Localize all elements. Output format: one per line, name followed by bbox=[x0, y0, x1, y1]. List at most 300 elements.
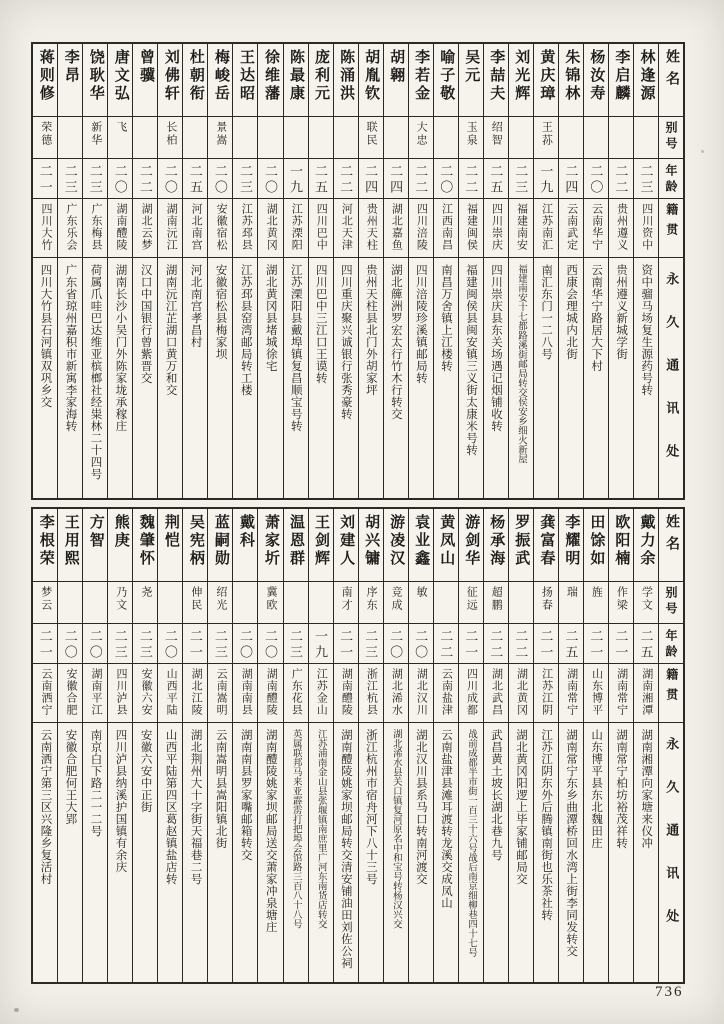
person-name-cell bbox=[233, 44, 257, 117]
person-age: 二一 bbox=[463, 629, 479, 661]
person-age: 二二 bbox=[613, 164, 629, 196]
person-alias-cell bbox=[258, 117, 282, 159]
person-address-cell bbox=[409, 258, 433, 498]
person-column bbox=[558, 44, 583, 498]
person-address-cell bbox=[58, 723, 82, 982]
person-native: 福建南安 bbox=[515, 203, 528, 251]
person-alias: 冀欧 bbox=[264, 586, 277, 612]
person-name: 萧家圻 bbox=[262, 514, 279, 568]
person-name-cell bbox=[309, 44, 333, 117]
person-address-cell bbox=[559, 723, 583, 982]
person-age: 二一 bbox=[613, 629, 629, 661]
person-native-cell bbox=[534, 664, 558, 723]
person-alias: 尧 bbox=[139, 586, 152, 599]
person-address: 四川大竹县石河镇双巩乡交 bbox=[39, 264, 52, 408]
person-address-cell bbox=[133, 258, 157, 498]
person-age: 二三 bbox=[288, 629, 304, 661]
person-age-cell bbox=[58, 159, 82, 199]
person-address-cell bbox=[233, 723, 257, 982]
person-address: 荷属爪哇巴达维亚槟榔社经粜林二十四号 bbox=[89, 264, 102, 480]
person-address: 湖北簰洲罗宏太行竹木行转交 bbox=[389, 264, 402, 420]
person-age: 二二 bbox=[488, 629, 504, 661]
person-age-cell bbox=[634, 624, 658, 664]
person-address: 云南盐津县滩耳渡转龙溪交成凤山 bbox=[439, 729, 452, 909]
person-alias: 长柏 bbox=[164, 121, 177, 147]
person-column bbox=[583, 44, 608, 498]
person-native-cell bbox=[58, 199, 82, 258]
person-name: 游凌汉 bbox=[388, 514, 405, 568]
person-column bbox=[633, 44, 658, 498]
person-alias-cell bbox=[309, 582, 333, 624]
person-name-cell bbox=[208, 509, 232, 582]
person-alias: 瑞 bbox=[565, 586, 578, 599]
person-age: 二二 bbox=[137, 164, 153, 196]
person-native: 山东博平 bbox=[590, 668, 603, 716]
person-column bbox=[433, 44, 458, 498]
person-native: 湖南常宁 bbox=[565, 668, 578, 716]
person-native-cell bbox=[284, 664, 308, 723]
person-alias-cell bbox=[58, 117, 82, 159]
person-native-cell bbox=[309, 664, 333, 723]
person-name-cell bbox=[609, 509, 633, 582]
person-address: 安徽宿松县梅家坝 bbox=[214, 264, 227, 360]
person-address-cell bbox=[284, 258, 308, 498]
person-alias: 王荪 bbox=[540, 121, 553, 147]
person-name-cell bbox=[384, 509, 408, 582]
person-name: 袁业鑫 bbox=[413, 514, 430, 568]
person-address-cell bbox=[609, 258, 633, 498]
person-address: 云南华宁路居大下村 bbox=[590, 264, 603, 372]
person-alias: 扬春 bbox=[540, 586, 553, 612]
person-native-cell bbox=[434, 199, 458, 258]
header-alias-label: 别号 bbox=[663, 586, 678, 618]
person-name: 唐文弘 bbox=[112, 49, 129, 103]
person-name: 李启麟 bbox=[613, 49, 630, 103]
person-age-cell bbox=[284, 159, 308, 199]
person-native: 江苏溧阳 bbox=[290, 203, 303, 251]
person-age-cell bbox=[384, 624, 408, 664]
person-native-cell bbox=[33, 199, 57, 258]
person-native-cell bbox=[459, 199, 483, 258]
person-column bbox=[458, 509, 483, 982]
person-native: 湖南沅江 bbox=[165, 203, 178, 251]
person-age-cell bbox=[359, 624, 383, 664]
person-name-cell bbox=[284, 509, 308, 582]
person-native: 四川涪陵 bbox=[415, 203, 428, 251]
person-address: 安徽六安中正街 bbox=[139, 729, 152, 813]
person-age-cell bbox=[409, 624, 433, 664]
person-name-cell bbox=[584, 509, 608, 582]
person-name: 朱锦林 bbox=[563, 49, 580, 103]
person-address: 湖北黄冈阳逻上毕家铺邮局交 bbox=[515, 729, 528, 885]
person-column bbox=[533, 44, 558, 498]
person-native-cell bbox=[33, 664, 57, 723]
person-alias: 新华 bbox=[89, 121, 102, 147]
person-alias: 作梁 bbox=[615, 586, 628, 612]
person-native-cell bbox=[284, 199, 308, 258]
person-address-cell bbox=[334, 723, 358, 982]
person-column bbox=[33, 44, 57, 498]
person-age-cell bbox=[559, 159, 583, 199]
person-address-cell bbox=[484, 258, 508, 498]
header-native-cell bbox=[659, 664, 683, 723]
person-column bbox=[33, 509, 57, 982]
person-name: 田馀如 bbox=[588, 514, 605, 568]
person-age: 二一 bbox=[37, 164, 53, 196]
person-age-cell bbox=[83, 624, 107, 664]
person-age: 二〇 bbox=[237, 629, 253, 661]
person-name-cell bbox=[584, 44, 608, 117]
header-alias-cell bbox=[659, 117, 683, 159]
person-address: 江苏邳县窑湾邮局转工楼 bbox=[239, 264, 252, 396]
person-alias-cell bbox=[183, 582, 207, 624]
person-alias: 南才 bbox=[340, 586, 353, 612]
person-name: 刘佛轩 bbox=[162, 49, 179, 103]
person-column bbox=[57, 44, 82, 498]
person-address-cell bbox=[534, 723, 558, 982]
person-address-cell bbox=[309, 258, 333, 498]
person-native: 云南盐津 bbox=[440, 668, 453, 716]
person-age-cell bbox=[183, 159, 207, 199]
person-name-cell bbox=[559, 44, 583, 117]
person-alias-cell bbox=[409, 117, 433, 159]
person-native-cell bbox=[584, 199, 608, 258]
person-name: 李喆夫 bbox=[488, 49, 505, 103]
person-native-cell bbox=[509, 664, 533, 723]
person-native-cell bbox=[359, 664, 383, 723]
person-native: 湖南湘潭 bbox=[640, 668, 653, 716]
person-address: 湖南常宁柏坊裕茂祥转 bbox=[615, 729, 628, 849]
person-age-cell bbox=[83, 159, 107, 199]
person-address: 湖南湘潭向家塘来仪冲 bbox=[640, 729, 653, 849]
person-column bbox=[333, 509, 358, 982]
person-address: 四川重庆聚兴诚银行张秀豪转 bbox=[339, 264, 352, 420]
person-age: 二四 bbox=[388, 164, 404, 196]
person-age: 一九 bbox=[313, 629, 329, 661]
person-address: 汉口中国银行曾紫晋交 bbox=[139, 264, 152, 384]
person-age: 二一 bbox=[338, 629, 354, 661]
person-name: 吴宪柄 bbox=[187, 514, 204, 568]
roster-table-top bbox=[31, 42, 685, 500]
header-age-cell bbox=[659, 624, 683, 664]
person-native: 山西平陆 bbox=[165, 668, 178, 716]
person-address: 云南嵩明县嵩阳镇北街 bbox=[214, 729, 227, 849]
person-name-cell bbox=[409, 44, 433, 117]
person-native: 云南嵩明 bbox=[215, 668, 228, 716]
person-column bbox=[533, 509, 558, 982]
person-native: 湖南醴陵 bbox=[340, 668, 353, 716]
person-native-cell bbox=[584, 664, 608, 723]
person-column bbox=[608, 44, 633, 498]
person-address: 贵州天柱县北门外胡家坪 bbox=[364, 264, 377, 396]
person-native-cell bbox=[258, 664, 282, 723]
person-age-cell bbox=[409, 159, 433, 199]
person-address-cell bbox=[409, 723, 433, 982]
person-age: 二三 bbox=[62, 164, 78, 196]
person-name-cell bbox=[559, 509, 583, 582]
person-name-cell bbox=[434, 509, 458, 582]
header-name-cell bbox=[659, 44, 683, 117]
person-name: 徐维藩 bbox=[262, 49, 279, 103]
person-age-cell bbox=[284, 624, 308, 664]
person-age: 二〇 bbox=[413, 629, 429, 661]
person-age-cell bbox=[33, 624, 57, 664]
person-alias: 旌 bbox=[590, 586, 603, 599]
person-address: 福建南安十七都路溪街邮局转交侯安乡细火新屋 bbox=[516, 264, 527, 464]
person-name-cell bbox=[183, 44, 207, 117]
person-native: 湖北浠水 bbox=[390, 668, 403, 716]
person-alias-cell bbox=[459, 117, 483, 159]
person-native: 湖南醴陵 bbox=[115, 203, 128, 251]
person-address: 湖南南县罗家嘴邮箱转交 bbox=[239, 729, 252, 861]
person-age-cell bbox=[334, 624, 358, 664]
person-address: 湖南醴陵姚家坝邮局送交萧家冲泉塘庄 bbox=[264, 729, 277, 933]
person-alias: 飞 bbox=[114, 121, 127, 134]
person-native: 四川成都 bbox=[465, 668, 478, 716]
person-name: 李耀明 bbox=[563, 514, 580, 568]
person-alias-cell bbox=[284, 117, 308, 159]
person-age: 二一 bbox=[538, 629, 554, 661]
person-name: 饶耿华 bbox=[87, 49, 104, 103]
person-column bbox=[483, 509, 508, 982]
person-address: 西康会理城内北街 bbox=[565, 264, 578, 360]
person-column bbox=[82, 509, 107, 982]
person-age-cell bbox=[434, 159, 458, 199]
person-age-cell bbox=[208, 159, 232, 199]
person-native-cell bbox=[609, 664, 633, 723]
person-native-cell bbox=[409, 664, 433, 723]
person-alias-cell bbox=[58, 582, 82, 624]
person-native-cell bbox=[108, 199, 132, 258]
person-native-cell bbox=[183, 199, 207, 258]
person-age: 二〇 bbox=[112, 164, 128, 196]
person-address: 湖南醴陵姚家坝邮局转交清安铺油田刘佐公祠 bbox=[339, 729, 352, 969]
person-address-cell bbox=[33, 723, 57, 982]
person-address: 江苏溧阳县戴埠镇复昌顺宝号转 bbox=[289, 264, 302, 432]
person-name-cell bbox=[534, 509, 558, 582]
person-name: 蓝嗣勋 bbox=[212, 514, 229, 568]
person-address-cell bbox=[609, 723, 633, 982]
person-column bbox=[182, 44, 207, 498]
person-alias-cell bbox=[334, 582, 358, 624]
person-name: 戴科 bbox=[237, 514, 254, 550]
person-native-cell bbox=[83, 199, 107, 258]
person-native-cell bbox=[233, 664, 257, 723]
person-address: 福建闽侯县闽安镇三义街太康米号转 bbox=[464, 264, 477, 456]
person-native-cell bbox=[83, 664, 107, 723]
person-name-cell bbox=[158, 509, 182, 582]
person-address-cell bbox=[509, 723, 533, 982]
person-age-cell bbox=[509, 159, 533, 199]
person-native: 云南武定 bbox=[565, 203, 578, 251]
person-column bbox=[232, 44, 257, 498]
person-name-cell bbox=[359, 44, 383, 117]
person-native: 江西南昌 bbox=[440, 203, 453, 251]
person-name: 王剑辉 bbox=[313, 514, 330, 568]
person-age: 二三 bbox=[363, 629, 379, 661]
person-alias-cell bbox=[484, 582, 508, 624]
person-column bbox=[107, 509, 132, 982]
person-column bbox=[132, 44, 157, 498]
person-age-cell bbox=[609, 624, 633, 664]
person-alias-cell bbox=[409, 582, 433, 624]
person-alias-cell bbox=[284, 582, 308, 624]
header-address-label: 永久通讯处 bbox=[664, 737, 680, 952]
person-alias: 序东 bbox=[365, 586, 378, 612]
person-age-cell bbox=[459, 624, 483, 664]
person-address: 安徽合肥何王大郢 bbox=[64, 729, 77, 825]
person-alias-cell bbox=[309, 117, 333, 159]
person-native-cell bbox=[233, 199, 257, 258]
person-alias-cell bbox=[108, 117, 132, 159]
person-address-cell bbox=[559, 258, 583, 498]
person-name: 杨承海 bbox=[488, 514, 505, 568]
person-alias-cell bbox=[108, 582, 132, 624]
person-name-cell bbox=[409, 509, 433, 582]
person-address-cell bbox=[359, 723, 383, 982]
person-column bbox=[558, 509, 583, 982]
person-column bbox=[633, 509, 658, 982]
person-alias-cell bbox=[158, 117, 182, 159]
person-native: 浙江杭县 bbox=[365, 668, 378, 716]
person-alias: 绍光 bbox=[214, 586, 227, 612]
person-column bbox=[358, 509, 383, 982]
person-native: 四川大竹 bbox=[39, 203, 52, 251]
person-address: 广东省琼州嘉积市新寓李家海转 bbox=[64, 264, 77, 432]
person-name-cell bbox=[133, 44, 157, 117]
person-alias: 竞成 bbox=[390, 586, 403, 612]
person-native-cell bbox=[634, 664, 658, 723]
person-age: 二〇 bbox=[162, 629, 178, 661]
person-native: 四川资中 bbox=[640, 203, 653, 251]
person-alias-cell bbox=[434, 582, 458, 624]
person-native-cell bbox=[258, 199, 282, 258]
person-native: 四川崇庆 bbox=[490, 203, 503, 251]
page-number: 736 bbox=[655, 984, 684, 1000]
person-address-cell bbox=[108, 723, 132, 982]
person-age-cell bbox=[208, 624, 232, 664]
person-name: 游剑华 bbox=[463, 514, 480, 568]
person-age: 二〇 bbox=[588, 164, 604, 196]
person-age: 二一 bbox=[187, 629, 203, 661]
person-alias-cell bbox=[634, 582, 658, 624]
person-alias-cell bbox=[384, 582, 408, 624]
person-name: 曾骥 bbox=[137, 49, 154, 85]
person-address: 湖南沅江芷湖口黄万和交 bbox=[164, 264, 177, 396]
person-name-cell bbox=[233, 509, 257, 582]
person-native-cell bbox=[534, 199, 558, 258]
person-name: 王用熙 bbox=[62, 514, 79, 568]
person-age: 二一 bbox=[37, 629, 53, 661]
person-alias-cell bbox=[33, 117, 57, 159]
person-name: 荆恺 bbox=[162, 514, 179, 550]
header-address-cell bbox=[659, 723, 683, 982]
person-native: 湖北嘉鱼 bbox=[390, 203, 403, 251]
person-name: 吴元 bbox=[463, 49, 480, 85]
person-native: 湖北云梦 bbox=[140, 203, 153, 251]
person-address: 湖南长沙小吴门外陈家垅承稼庄 bbox=[114, 264, 127, 432]
person-column bbox=[107, 44, 132, 498]
person-native: 云南华宁 bbox=[590, 203, 603, 251]
person-address: 武昌黄土坡长湖北巷九号 bbox=[490, 729, 503, 861]
person-alias: 乃文 bbox=[114, 586, 127, 612]
person-column bbox=[508, 509, 533, 982]
person-address: 山西平陆第四区葛赵镇盐店转 bbox=[164, 729, 177, 885]
person-address-cell bbox=[258, 723, 282, 982]
person-native: 湖南醴陵 bbox=[265, 668, 278, 716]
person-alias-cell bbox=[609, 582, 633, 624]
person-name-cell bbox=[484, 44, 508, 117]
person-native-cell bbox=[384, 664, 408, 723]
person-address-cell bbox=[284, 723, 308, 982]
person-age: 二二 bbox=[438, 629, 454, 661]
person-age: 二三 bbox=[638, 164, 654, 196]
person-age: 二二 bbox=[463, 164, 479, 196]
person-address: 湖北浠水县关口镇复河原名中和宝号转杨汉兴交 bbox=[390, 729, 401, 929]
person-address-cell bbox=[108, 258, 132, 498]
person-name: 胡翱 bbox=[388, 49, 405, 85]
person-alias-cell bbox=[634, 117, 658, 159]
person-age: 二五 bbox=[563, 629, 579, 661]
person-native-cell bbox=[208, 664, 232, 723]
person-alias-cell bbox=[384, 117, 408, 159]
person-alias: 敏 bbox=[415, 586, 428, 599]
person-age-cell bbox=[334, 159, 358, 199]
person-native: 湖北黄冈 bbox=[265, 203, 278, 251]
person-native-cell bbox=[108, 664, 132, 723]
person-address: 江苏浦南金山县张堰镇南庶里广河东南货店转交 bbox=[315, 729, 326, 929]
person-name-cell bbox=[83, 509, 107, 582]
person-age-cell bbox=[309, 624, 333, 664]
person-alias-cell bbox=[183, 117, 207, 159]
person-name-cell bbox=[459, 44, 483, 117]
person-age-cell bbox=[434, 624, 458, 664]
person-age: 二二 bbox=[513, 629, 529, 661]
person-address-cell bbox=[584, 258, 608, 498]
person-native: 湖南平江 bbox=[90, 668, 103, 716]
person-age: 二三 bbox=[513, 164, 529, 196]
person-alias-cell bbox=[534, 117, 558, 159]
person-native-cell bbox=[133, 664, 157, 723]
person-address: 贵州遵义新城学街 bbox=[615, 264, 628, 360]
header-name-label: 姓名 bbox=[663, 49, 679, 93]
person-address-cell bbox=[33, 258, 57, 498]
person-column bbox=[583, 509, 608, 982]
person-address: 湖北汉川县系马口转南河渡交 bbox=[414, 729, 427, 885]
person-address-cell bbox=[208, 723, 232, 982]
person-native-cell bbox=[58, 664, 82, 723]
person-age-cell bbox=[484, 624, 508, 664]
person-alias: 玉泉 bbox=[465, 121, 478, 147]
person-age-cell bbox=[258, 624, 282, 664]
person-name-cell bbox=[284, 44, 308, 117]
person-name: 黄凤山 bbox=[438, 514, 455, 568]
person-native: 湖北黄冈 bbox=[515, 668, 528, 716]
header-address-cell bbox=[659, 258, 683, 498]
person-name-cell bbox=[208, 44, 232, 117]
person-name-cell bbox=[133, 509, 157, 582]
person-column bbox=[157, 509, 182, 982]
person-alias-cell bbox=[133, 582, 157, 624]
person-address-cell bbox=[183, 723, 207, 982]
person-address: 四川崇庆县东关场遇记烟铺收转 bbox=[490, 264, 503, 432]
person-address: 南京白下路二一二号 bbox=[89, 729, 102, 837]
person-address-cell bbox=[258, 258, 282, 498]
person-alias-cell bbox=[609, 117, 633, 159]
person-age: 二三 bbox=[137, 629, 153, 661]
person-name: 戴力余 bbox=[638, 514, 655, 568]
header-alias-label: 别号 bbox=[663, 121, 678, 153]
